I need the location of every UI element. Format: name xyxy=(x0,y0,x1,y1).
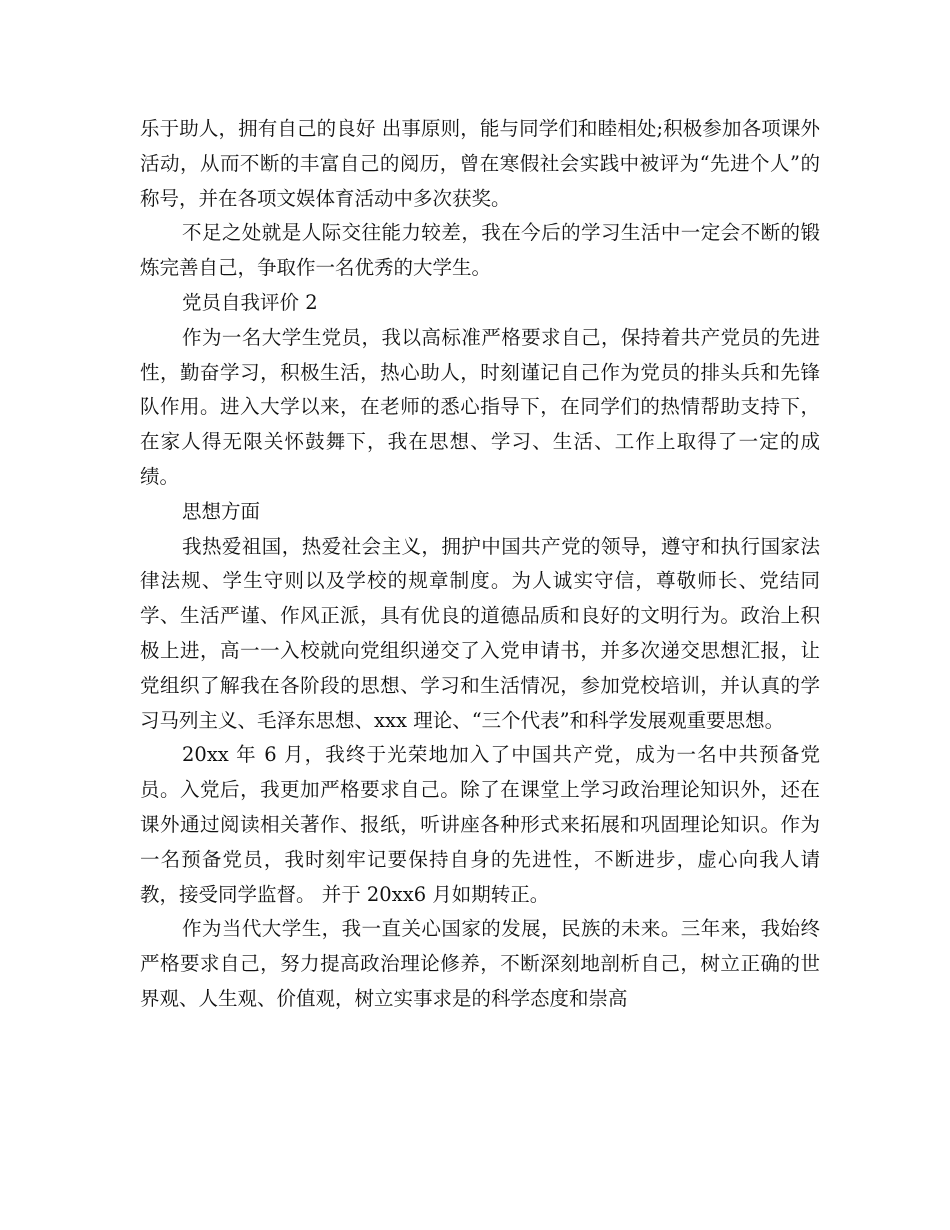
paragraph-shortcomings: 不足之处就是人际交往能力较差，我在今后的学习生活中一定会不断的锻炼完善自己，争取作一名优秀的大学生。 xyxy=(140,221,820,280)
paragraph-continued: 乐于助人，拥有自己的良好 出事原则，能与同学们和睦相处;积极参加各项课外活动，从而不断的丰富自己的阅历，曾在寒假社会实践中被评为“先进个人”的称号，并在各项文娱体育活动中多次获奖。 xyxy=(140,117,820,210)
paragraph-thought: 我热爱祖国，热爱社会主义，拥护中国共产党的领导，遵守和执行国家法律法规、学生守则以及学校的规章制度。为人诚实守信，尊敬师长、党结同学、生活严谨、作风正派，具有优良的道德品质和良好的文明行为。政治上积极上进，高一一入校就向党组织递交了入党申请书，并多次递交思想汇报，让党组织了解我在各阶段的思想、学习和生活情况，参加党校培训，并认真的学习马列主义、毛泽东思想、xxx 理论、“三个代表”和科学发展观重要思想。 xyxy=(140,534,820,732)
section-heading-self-evaluation-2: 党员自我评价 2 xyxy=(182,290,318,314)
document-page xyxy=(140,112,820,1017)
paragraph-intro: 作为一名大学生党员，我以高标准严格要求自己，保持着共产党员的先进性，勤奋学习，积极生活，热心助人，时刻谨记自己作为党员的排头兵和先锋队作用。进入大学以来，在老师的悉心指导下，在同学们的热情帮助支持下，在家人得无限关怀鼓舞下，我在思想、学习、生活、工作上取得了一定的成绩。 xyxy=(140,325,820,488)
section-heading-thought: 思想方面 xyxy=(182,499,261,523)
paragraph-party-joining: 20xx 年 6 月，我终于光荣地加入了中国共产党，成为一名中共预备党员。入党后，我更加严格要求自己。除了在课堂上学习政治理论知识外，还在课外通过阅读相关著作、报纸，听讲座各种形式来拓展和巩固理论知识。作为一名预备党员，我时刻牢记要保持自身的先进性，不断进步，虚心向我人请教，接受同学监督。 并于 20xx6 月如期转正。 xyxy=(140,743,820,906)
paragraph-contemporary-student: 作为当代大学生，我一直关心国家的发展，民族的未来。三年来，我始终严格要求自己，努力提高政治理论修养，不断深刻地剖析自己，树立正确的世界观、人生观、价值观，树立实事求是的科学态度和崇高 xyxy=(140,917,820,1010)
